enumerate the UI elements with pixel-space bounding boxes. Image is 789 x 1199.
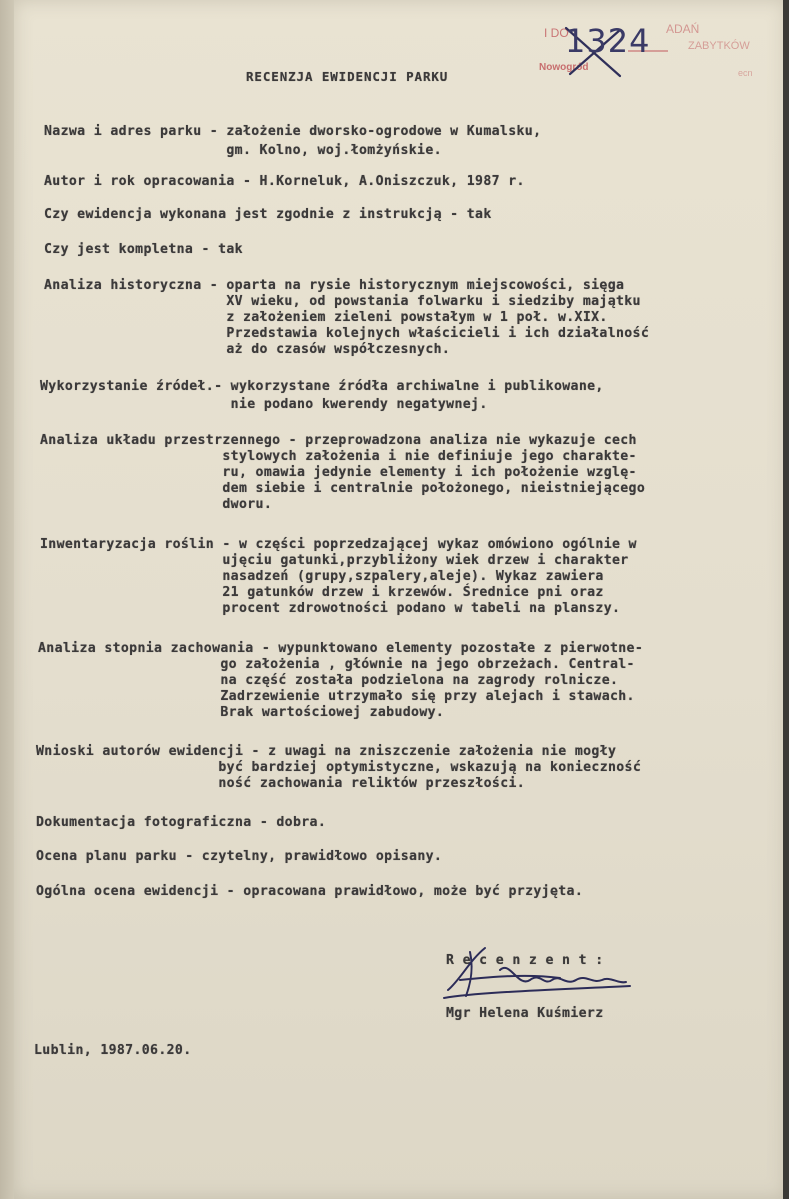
text-line: Autor i rok opracowania - H.Korneluk, A.Oniszczuk, 1987 r. [44,174,525,189]
scan-left-strip [0,0,14,1199]
text-line: ru, omawia jedynie elementy i ich położenie wzglę- [40,465,637,480]
stamp-text-right-top: ADAŃ [666,22,700,36]
text-line: aż do czasów współczesnych. [44,342,451,357]
text-line: Analiza układu przestrzennego - przeprowadzona analiza nie wykazuje cech [40,433,637,448]
text-line: na część została podzielona na zagrody rolnicze. [38,673,619,688]
text-line: ujęciu gatunki,przybliżony wiek drzew i charakter [40,553,629,568]
text-line: Ocena planu parku - czytelny, prawidłowo opisany. [36,849,443,864]
text-line: go założenia , głównie na jego obrzeżach. Central- [38,657,635,672]
text-line: ność zachowania reliktów przeszłości. [36,776,526,791]
text-line: 21 gatunków drzew i krzewów. Średnice pni oraz [40,585,604,600]
stamp-text-right-mid: ZABYTKÓW [688,40,750,52]
text-line: stylowych założenia i nie definiuje jego charakte- [40,449,637,464]
text-line: Ogólna ocena ewidencji - opracowana prawidłowo, może być przyjęta. [36,884,584,899]
text-line: Brak wartościowej zabudowy. [38,705,445,720]
text-line: być bardziej optymistyczne, wskazują na konieczność [36,760,642,775]
reviewer-name: Mgr Helena Kuśmierz [446,1006,604,1021]
stamp-text-left: I DO [544,26,569,40]
text-line: nasadzeń (grupy,szpalery,aleje). Wykaz zawiera [40,569,604,584]
handwritten-signature-icon [440,940,640,1010]
text-line: Wykorzystanie źródeł.- wykorzystane źródła archiwalne i publikowane, [40,379,604,394]
handwritten-number: 1324 [565,22,651,60]
reviewer-label: R e c e n z e n t : [446,953,604,968]
document-title: RECENZJA EWIDENCJI PARKU [246,69,449,84]
text-line: nie podano kwerendy negatywnej. [40,397,488,412]
text-line: Zadrzewienie utrzymało się przy alejach i stawach. [38,689,635,704]
text-line: Wnioski autorów ewidencji - z uwagi na zniszczenie założenia nie mogły [36,744,617,759]
text-line: Nazwa i adres parku - założenie dworsko-ogrodowe w Kumalsku, [44,124,542,139]
text-line: Przedstawia kolejnych właścicieli i ich działalność [44,326,650,341]
text-line: Analiza historyczna - oparta na rysie historycznym miejscowości, sięga [44,278,625,293]
stamp-text-right-bottom: ecn [738,68,753,78]
text-line: dem siebie i centralnie położonego, nieistniejącego [40,481,646,496]
text-line: procent zdrowotności podano w tabeli na planszy. [40,601,621,616]
text-line: Inwentaryzacja roślin - w części poprzedzającej wykaz omówiono ogólnie w [40,537,637,552]
text-line: XV wieku, od powstania folwarku i siedziby majątku [44,294,641,309]
scan-right-edge [783,0,789,1199]
place-date: Lublin, 1987.06.20. [34,1043,192,1058]
text-line: Czy jest kompletna - tak [44,242,243,257]
text-line: Analiza stopnia zachowania - wypunktowano elementy pozostałe z pierwotne- [38,641,644,656]
text-line: dworu. [40,497,273,512]
text-line: gm. Kolno, woj.łomżyńskie. [44,143,442,158]
stamp-text-city: Nowogród [539,62,589,73]
text-line: z założeniem zieleni powstałym w 1 poł. w.XIX. [44,310,608,325]
text-line: Czy ewidencja wykonana jest zgodnie z instrukcją - tak [44,207,492,222]
text-line: Dokumentacja fotograficzna - dobra. [36,815,327,830]
